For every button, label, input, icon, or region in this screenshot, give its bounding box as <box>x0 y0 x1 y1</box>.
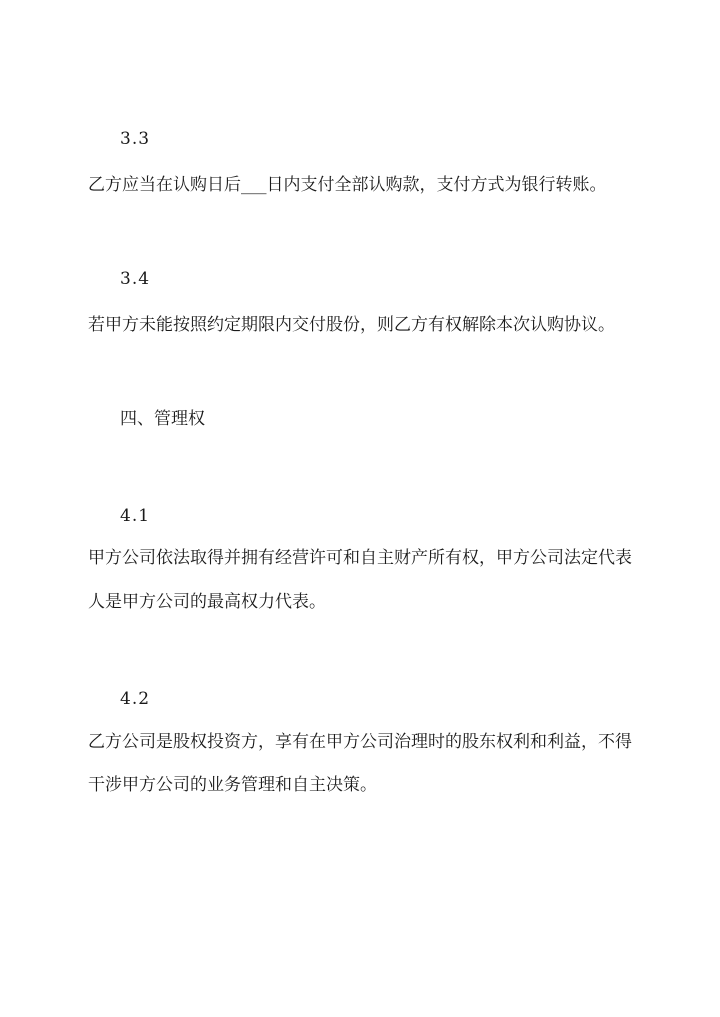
section-3-4-text: 若甲方未能按照约定期限内交付股份，则乙方有权解除本次认购协议。 <box>88 315 615 335</box>
section-3-3-text: 乙方应当在认购日后___日内支付全部认购款，支付方式为银行转账。 <box>88 175 607 195</box>
section-4-1-text-line-1: 甲方公司依法取得并拥有经营许可和自主财产所有权，甲方公司法定代表 <box>88 548 632 568</box>
section-4-2-text-line-1: 乙方公司是股权投资方，享有在甲方公司治理时的股东权利和利益，不得 <box>88 732 632 752</box>
section-number-4-2: 4.2 <box>120 689 151 709</box>
section-number-3-4: 3.4 <box>120 269 151 289</box>
section-4-2-text-line-2: 干涉甲方公司的业务管理和自主决策。 <box>88 775 377 795</box>
section-number-4-1: 4.1 <box>120 506 151 526</box>
section-heading-4: 四、管理权 <box>120 409 205 429</box>
section-4-1-text-line-2: 人是甲方公司的最高权力代表。 <box>88 592 326 612</box>
section-number-3-3: 3.3 <box>120 129 151 149</box>
